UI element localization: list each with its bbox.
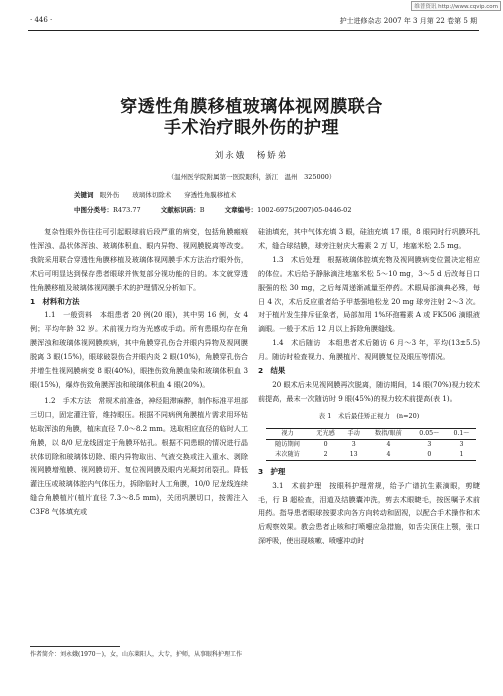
table-header-cell: 0.1～ <box>453 429 470 437</box>
table-header-cell: 视力 <box>281 429 294 437</box>
table-cell: 1 <box>459 450 464 458</box>
table-header-cell: 无光感 <box>316 429 335 437</box>
footnote: 作者简介：刘永娥(1970－)，女，山东莱阳人，大专，护师，从事眼科护理工作 <box>30 651 242 658</box>
table-cell: 13 <box>349 450 358 458</box>
left-column <box>30 225 248 519</box>
section-1-heading: 1 材料和方法 <box>30 296 80 306</box>
table-header-cell: 手动 <box>347 429 360 437</box>
paragraph-continued: 硅油填充，其中气体充填 3 眼，硅油充填 17 眼，8 眼同时行巩膜环扎术，缝合球结膜，球旁注射庆大霉素 2 万 U，地塞米松 2.5 mg。 <box>258 227 480 250</box>
table-cell: 4 <box>386 440 391 448</box>
authors: 刘永娥 杨娇弟 <box>214 151 289 161</box>
paragraph-3-1: 3.1 术前护理 按眼科护理常规，给予广谱抗生素滴眼，剪睫毛，行 B 超检查，泪道及结膜囊冲洗，剪去术眼睫毛，按医嘱予术前用药。指导患者眼球按要求向各方向转动和固视，以配合手术操作和术后观察效果。教会患者止咳和打喷嚏应急措施，如舌尖顶住上颚，张口深呼吸，使出现咳嗽、喷嚏冲动时 <box>258 480 480 546</box>
paragraph-1-4: 1.4 术后随访 本组患者术后随访 6 月～3 年，平均(13±5.5)月。随访时检查视力、角膜植片、视网膜复位及眼压等情况。 <box>258 338 480 362</box>
clc-value: R473.77 <box>113 206 141 214</box>
table-row <box>266 439 476 450</box>
paragraph-1-1: 1.1 一般资料 本组患者 20 例(20 眼)，其中男 16 例，女 4 例；平均年龄 32 岁。术前视力均为光感或手动。所有患眼均存在角膜浑浊和玻璃体视网膜疾病，其中角膜穿孔伤合并眼内异物及视网膜脱离 3 眼(15%)，眼球破裂伤合并眼内炎 2 眼(10%)，角膜穿孔伤合并增生性视网膜病变 8 眼(40%)，眼挫伤致角膜血染和玻璃体积血 3 眼(15%)，爆炸伤致角膜浑浊和玻璃体积血 4 眼(20%)。 <box>30 310 248 389</box>
article-value: 1002-6975(2007)05-0446-02 <box>257 206 352 214</box>
page-number: · 446 · <box>30 16 53 24</box>
title-line-1: 穿透性角膜移植玻璃体视网膜联合 <box>120 97 383 117</box>
footnote-rule <box>30 646 120 647</box>
results-table <box>266 428 476 461</box>
paragraph-1-2: 1.2 手术方法 常规术前准备，神经阻滞麻醉，制作标准平坦部三切口，固定灌注管，维持眼压。根据不同病例角膜植片需求用环钻钻取浑浊的角膜，植床直径 7.0～8.2 mm。选取相应直径的临时人工角膜，以 8/0 尼龙线固定于角膜环钻孔。根据不同患眼的情况进行晶状体切除和玻璃体切除、眼内异物取出、气液交换或注入重水、剥除视网膜增殖膜、视网膜切开、复位视网膜及眼内光凝封闭裂孔。降低灌注压或玻璃体腔内气体压力，拆除临时人工角膜，10/0 尼龙线连续缝合角膜植片(植片直径 7.3～8.5 mm)，关闭巩膜切口，按需注入 C3F8 气体填充或 <box>30 395 248 517</box>
keywords <box>74 190 454 199</box>
table-cell: 3 <box>427 440 432 448</box>
doccode-value: B <box>199 206 205 214</box>
article-label: 文章编号： <box>224 206 258 214</box>
table-cell: 4 <box>386 450 391 458</box>
journal-info: 护士进修杂志 2007 年 3 月第 22 卷第 5 期 <box>339 17 477 25</box>
classification <box>74 205 454 214</box>
table-cell: 3 <box>351 440 356 448</box>
header-rule <box>28 30 479 31</box>
running-header <box>30 14 477 28</box>
table-header-row <box>266 428 476 439</box>
table-cell: 3 <box>459 440 464 448</box>
table-cell: 2 <box>323 450 328 458</box>
paragraph-1-3: 1.3 术后处理 根据玻璃体腔填充物及视网膜病变位置决定相应的体位。术后给予静脉滴注地塞米松 5～10 mg，3～5 d 后改每日口服强的松 30 mg，之后每周递渐减量至停药。术眼局部滴典必殊，每日 4 次，术后反应重者给予甲基强地松龙 20 mg 球旁注射 2～3 次。对于植片发生排斥征象者，局部加用 1%环孢霉素 A 或 FK506 滴眼液滴眼。一般于术后 12 月以上拆除角膜缝线。 <box>258 254 480 334</box>
keywords-text: 眼外伤 玻璃体切除术 穿透性角膜移植术 <box>99 191 237 199</box>
doccode-label: 文献标识码： <box>160 206 200 214</box>
watermark: 维普资讯 http://www.cqvip.com <box>411 1 501 11</box>
table-header-cell: 数指/眼前 <box>375 429 402 437</box>
table-row <box>266 450 476 461</box>
section-3-heading: 3 护理 <box>258 466 286 476</box>
table-cell: 末次随访 <box>275 450 300 458</box>
intro-paragraph: 复杂性眼外伤往往可引起眼球前后段严重的病变，包括角膜瘢痕性浑浊、晶状体浑浊、玻璃体积血、眼内异物、视网膜脱离等改变。我院采用联合穿透性角膜移植及玻璃体视网膜手术方法治疗眼外伤，术后可明显达到保存患者眼球并恢复部分视功能的目的。本文就穿透性角膜移植及玻璃体视网膜手术的护理情况分析如下。 <box>30 227 248 292</box>
table-caption: 表 1 术后最佳矫正视力 (n=20) <box>318 411 420 420</box>
affiliation: （温州医学院附属第一医院眼科，浙江 温州 325000） <box>167 173 336 181</box>
clc-label: 中图分类号： <box>74 206 113 214</box>
keywords-label: 关键词 <box>74 191 94 199</box>
table-header-cell: 0.05～ <box>419 429 440 437</box>
table-cell: 0 <box>323 440 328 448</box>
section-2-heading: 2 结果 <box>258 366 286 376</box>
table-cell: 0 <box>427 450 432 458</box>
title-line-2: 手术治疗眼外伤的护理 <box>164 118 339 138</box>
right-column <box>258 225 480 548</box>
paragraph-results: 20 眼术后未见视网膜再次脱离，随访期间，14 眼(70%)视力较术前提高，最末一次随访时 9 眼(45%)的视力较术前提高(表 1)。 <box>258 379 480 403</box>
table-cell: 随访期间 <box>275 440 300 448</box>
